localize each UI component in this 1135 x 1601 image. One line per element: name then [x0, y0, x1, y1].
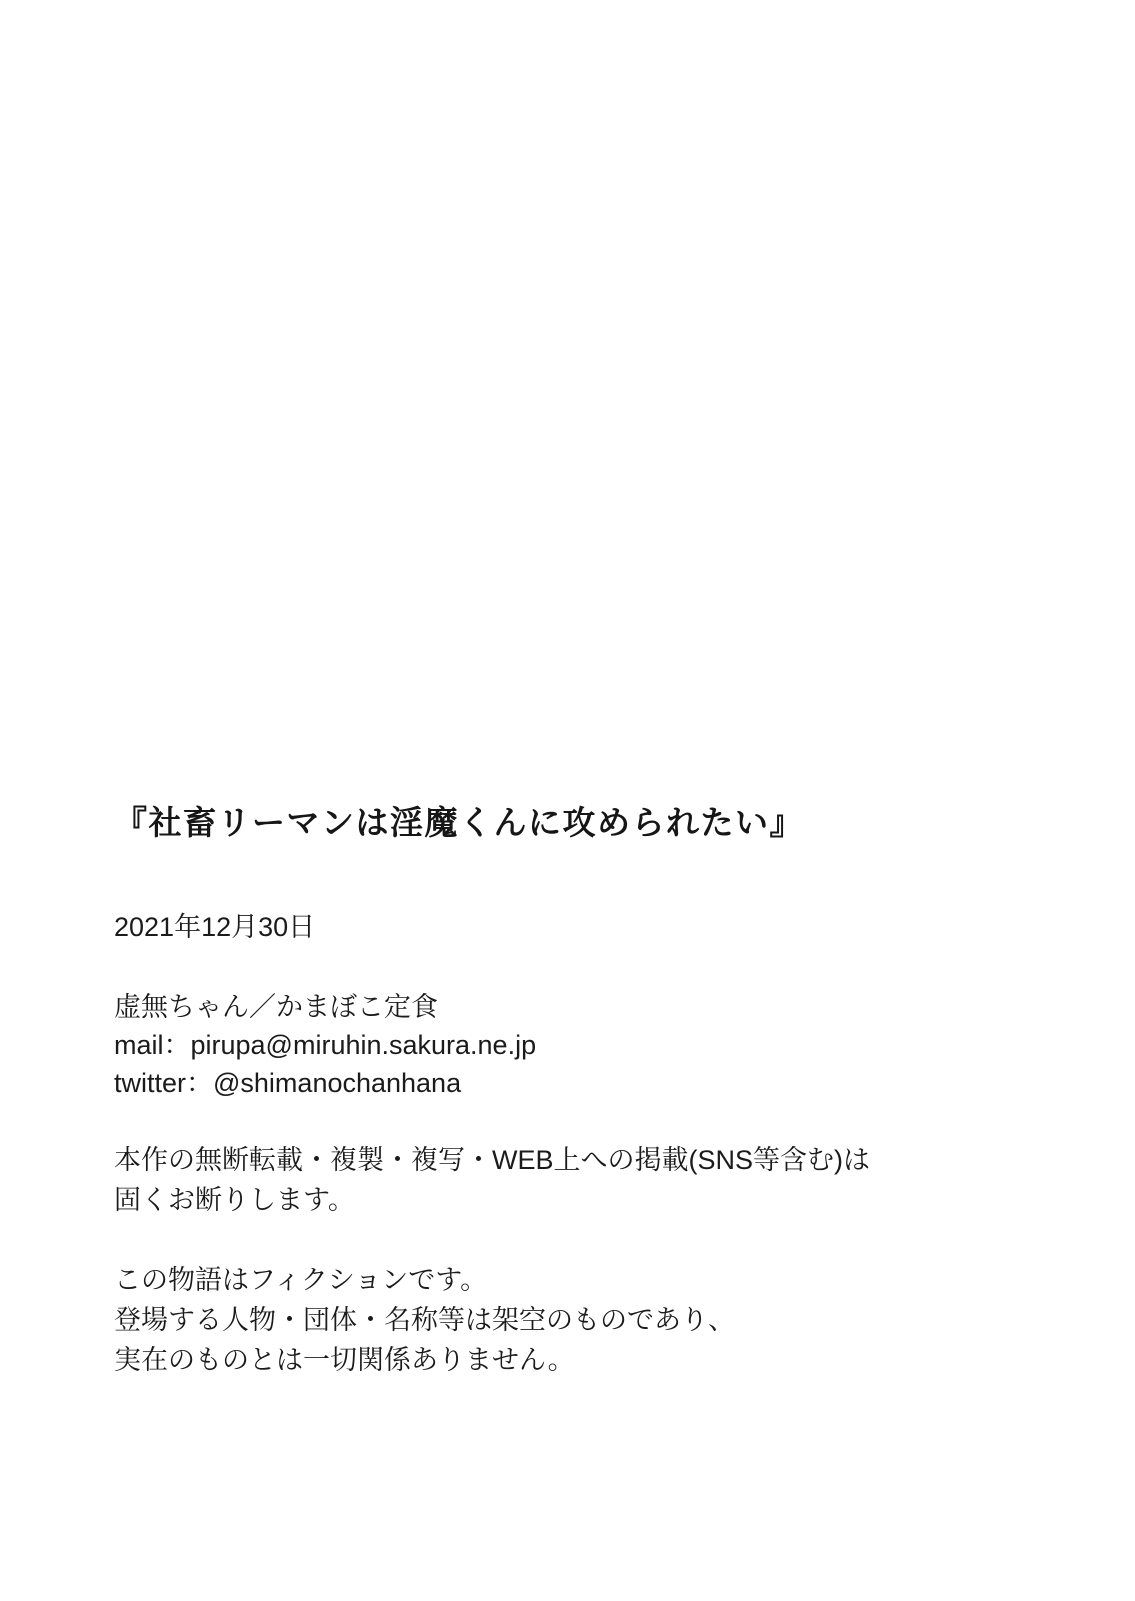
author-contact-block: [114, 988, 1054, 1102]
contact-mail: mail：pirupa@miruhin.sakura.ne.jp: [114, 1030, 537, 1060]
fiction-disclaimer-line-3: 実在のものとは一切関係ありません。: [114, 1345, 575, 1375]
copyright-notice-line-1: 本作の無断転載・複製・複写・WEB上への掲載(SNS等含む)は: [114, 1145, 870, 1175]
publication-date: 2021年12月30日: [114, 912, 316, 942]
contact-twitter: twitter：@shimanochanhana: [114, 1068, 462, 1098]
colophon-block: [114, 804, 1054, 1380]
author-circle-name: 虚無ちゃん／かまぼこ定食: [114, 992, 438, 1022]
fiction-disclaimer-line-2: 登場する人物・団体・名称等は架空のものであり、: [114, 1305, 735, 1335]
fiction-disclaimer: [114, 1260, 1054, 1380]
copyright-notice: [114, 1140, 1054, 1220]
work-title: 『社畜リーマンは淫魔くんに攻められたい』: [114, 804, 804, 841]
fiction-disclaimer-line-1: この物語はフィクションです。: [114, 1265, 488, 1295]
copyright-notice-line-2: 固くお断りします。: [114, 1185, 355, 1215]
